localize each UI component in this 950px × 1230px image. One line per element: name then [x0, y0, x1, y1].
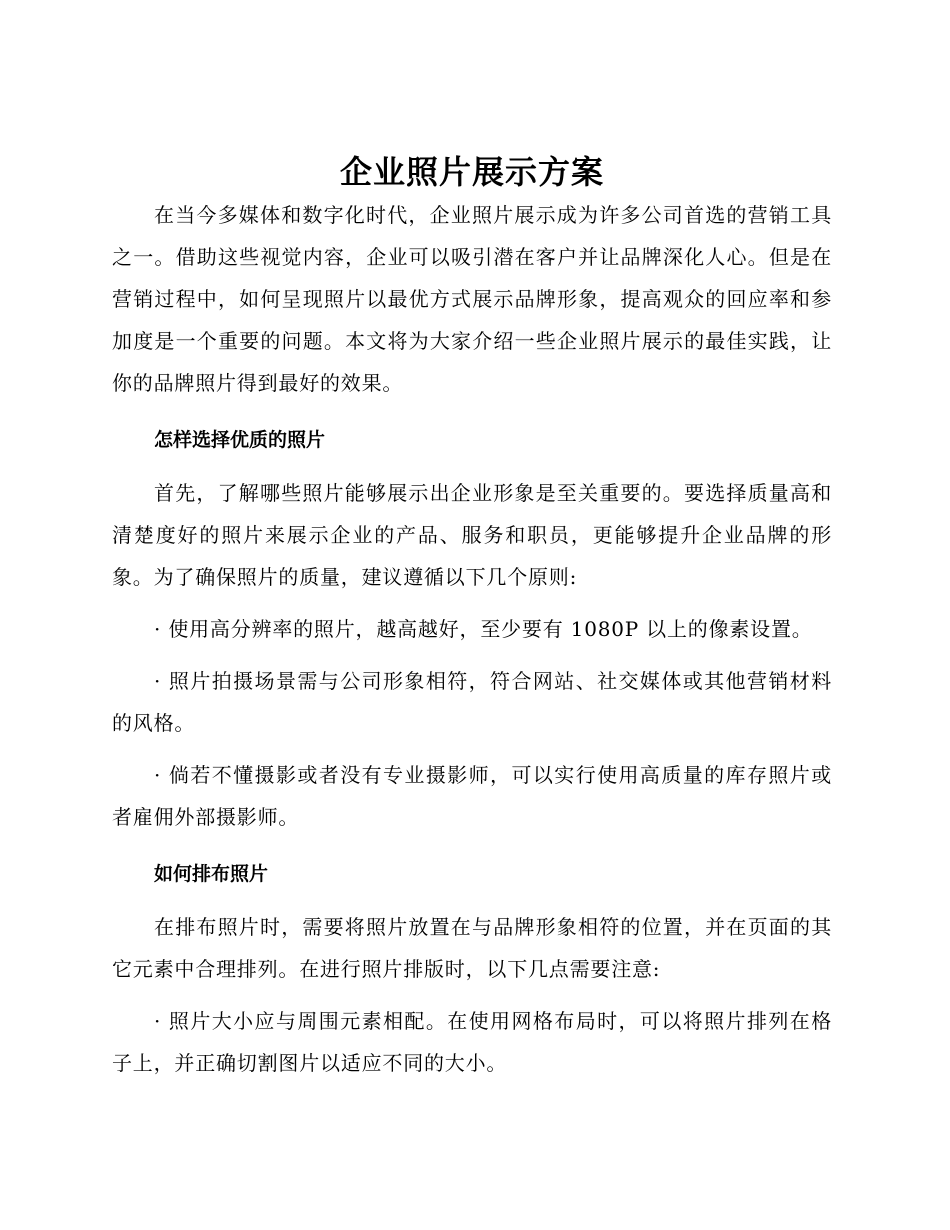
bullet-item: · 使用高分辨率的照片，越高越好，至少要有 1080P 以上的像素设置。 [154, 617, 813, 641]
bullet-item: · 倘若不懂摄影或者没有专业摄影师，可以实行使用高质量的库存照片或者雇佣外部摄影师。 [112, 763, 832, 829]
section-paragraph: 首先，了解哪些照片能够展示出企业形象是至关重要的。要选择质量高和清楚度好的照片来展示企业的产品、服务和职员，更能够提升企业品牌的形象。为了确保照片的质量，建议遵循以下几个原则: [112, 481, 832, 589]
document-page [112, 150, 832, 1084]
section-heading-photo-selection: 怎样选择优质的照片 [154, 429, 326, 451]
bullet-item: · 照片大小应与周围元素相配。在使用网格布局时，可以将照片排列在格子上，并正确切割图片以适应不同的大小。 [112, 1009, 832, 1075]
section-paragraph: 在排布照片时，需要将照片放置在与品牌形象相符的位置，并在页面的其它元素中合理排列。在进行照片排版时，以下几点需要注意: [112, 915, 832, 981]
bullet-item: · 照片拍摄场景需与公司形象相符，符合网站、社交媒体或其他营销材料的风格。 [112, 669, 832, 735]
document-title: 企业照片展示方案 [339, 153, 604, 191]
section-heading-photo-layout: 如何排布照片 [154, 863, 269, 885]
intro-paragraph: 在当今多媒体和数字化时代，企业照片展示成为许多公司首选的营销工具之一。借助这些视觉内容，企业可以吸引潜在客户并让品牌深化人心。但是在营销过程中，如何呈现照片以最优方式展示品牌形象，提高观众的回应率和参加度是一个重要的问题。本文将为大家介绍一些企业照片展示的最佳实践，让你的品牌照片得到最好的效果。 [112, 203, 832, 395]
